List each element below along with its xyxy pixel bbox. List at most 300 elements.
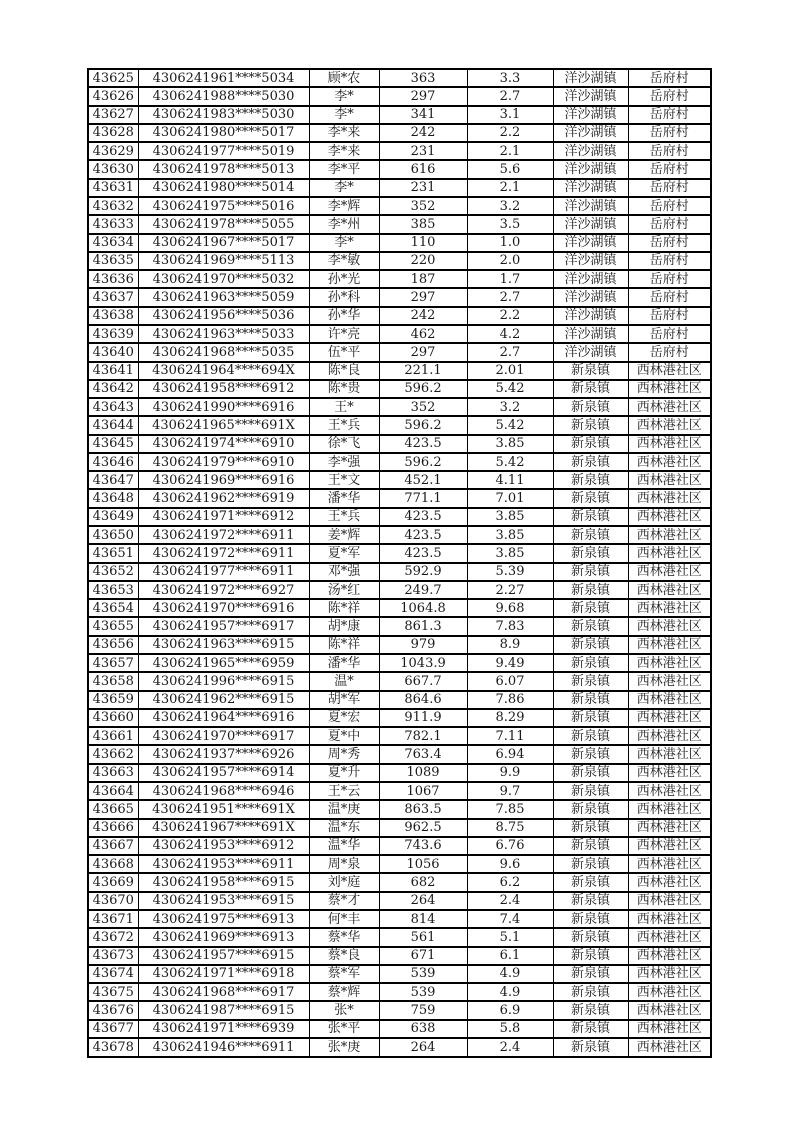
cell-serial-number: 43676 bbox=[88, 1001, 138, 1019]
cell-serial-number: 43652 bbox=[88, 563, 138, 581]
table-row bbox=[88, 782, 711, 800]
cell-masked-id-number: 4306241961****5034 bbox=[138, 69, 309, 87]
cell-serial-number: 43648 bbox=[88, 489, 138, 507]
cell-secondary-value: 6.76 bbox=[467, 837, 553, 855]
cell-town: 新泉镇 bbox=[553, 672, 628, 690]
cell-village: 西林港社区 bbox=[628, 672, 711, 690]
cell-village: 西林港社区 bbox=[628, 636, 711, 654]
cell-amount: 352 bbox=[379, 197, 467, 215]
cell-secondary-value: 3.2 bbox=[467, 398, 553, 416]
cell-amount: 231 bbox=[379, 179, 467, 197]
cell-amount: 110 bbox=[379, 234, 467, 252]
cell-masked-name: 李*州 bbox=[309, 215, 379, 233]
cell-masked-id-number: 4306241967****5017 bbox=[138, 234, 309, 252]
cell-serial-number: 43639 bbox=[88, 325, 138, 343]
table-row bbox=[88, 617, 711, 635]
cell-masked-id-number: 4306241964****694X bbox=[138, 362, 309, 380]
cell-masked-name: 李*来 bbox=[309, 124, 379, 142]
cell-town: 洋沙湖镇 bbox=[553, 325, 628, 343]
cell-town: 新泉镇 bbox=[553, 544, 628, 562]
cell-village: 西林港社区 bbox=[628, 489, 711, 507]
cell-masked-name: 伍*平 bbox=[309, 343, 379, 361]
cell-town: 新泉镇 bbox=[553, 983, 628, 1001]
cell-village: 岳府村 bbox=[628, 215, 711, 233]
cell-secondary-value: 3.85 bbox=[467, 526, 553, 544]
table-row bbox=[88, 1001, 711, 1019]
cell-serial-number: 43673 bbox=[88, 947, 138, 965]
cell-masked-id-number: 4306241979****6910 bbox=[138, 453, 309, 471]
cell-village: 西林港社区 bbox=[628, 599, 711, 617]
cell-secondary-value: 6.1 bbox=[467, 947, 553, 965]
cell-masked-id-number: 4306241980****5017 bbox=[138, 124, 309, 142]
cell-masked-id-number: 4306241975****5016 bbox=[138, 197, 309, 215]
cell-town: 洋沙湖镇 bbox=[553, 307, 628, 325]
cell-serial-number: 43670 bbox=[88, 892, 138, 910]
cell-masked-id-number: 4306241953****6915 bbox=[138, 892, 309, 910]
table-row bbox=[88, 855, 711, 873]
cell-serial-number: 43663 bbox=[88, 764, 138, 782]
cell-masked-name: 何*丰 bbox=[309, 910, 379, 928]
cell-serial-number: 43664 bbox=[88, 782, 138, 800]
cell-secondary-value: 3.5 bbox=[467, 215, 553, 233]
cell-amount: 861.3 bbox=[379, 617, 467, 635]
cell-amount: 616 bbox=[379, 160, 467, 178]
cell-secondary-value: 3.85 bbox=[467, 508, 553, 526]
cell-amount: 1043.9 bbox=[379, 654, 467, 672]
cell-masked-id-number: 4306241977****5019 bbox=[138, 142, 309, 160]
cell-serial-number: 43654 bbox=[88, 599, 138, 617]
table-row bbox=[88, 764, 711, 782]
cell-amount: 352 bbox=[379, 398, 467, 416]
cell-serial-number: 43629 bbox=[88, 142, 138, 160]
cell-masked-name: 李*敏 bbox=[309, 252, 379, 270]
table-row bbox=[88, 380, 711, 398]
cell-serial-number: 43674 bbox=[88, 965, 138, 983]
cell-town: 新泉镇 bbox=[553, 1020, 628, 1038]
table-row bbox=[88, 672, 711, 690]
cell-masked-name: 汤*红 bbox=[309, 581, 379, 599]
cell-serial-number: 43678 bbox=[88, 1038, 138, 1057]
cell-masked-name: 潘*华 bbox=[309, 654, 379, 672]
table-row bbox=[88, 745, 711, 763]
cell-serial-number: 43677 bbox=[88, 1020, 138, 1038]
cell-masked-id-number: 4306241968****6946 bbox=[138, 782, 309, 800]
cell-serial-number: 43626 bbox=[88, 87, 138, 105]
cell-village: 西林港社区 bbox=[628, 563, 711, 581]
cell-serial-number: 43659 bbox=[88, 691, 138, 709]
table-row bbox=[88, 709, 711, 727]
cell-village: 西林港社区 bbox=[628, 380, 711, 398]
cell-village: 岳府村 bbox=[628, 179, 711, 197]
cell-serial-number: 43665 bbox=[88, 800, 138, 818]
cell-town: 洋沙湖镇 bbox=[553, 124, 628, 142]
cell-town: 新泉镇 bbox=[553, 800, 628, 818]
cell-amount: 221.1 bbox=[379, 362, 467, 380]
cell-masked-name: 王* bbox=[309, 398, 379, 416]
cell-town: 新泉镇 bbox=[553, 1001, 628, 1019]
cell-secondary-value: 7.11 bbox=[467, 727, 553, 745]
table-row bbox=[88, 416, 711, 434]
cell-serial-number: 43658 bbox=[88, 672, 138, 690]
cell-secondary-value: 5.8 bbox=[467, 1020, 553, 1038]
cell-masked-name: 王*兵 bbox=[309, 508, 379, 526]
table-row bbox=[88, 435, 711, 453]
table-row bbox=[88, 599, 711, 617]
cell-secondary-value: 7.01 bbox=[467, 489, 553, 507]
cell-amount: 638 bbox=[379, 1020, 467, 1038]
cell-town: 新泉镇 bbox=[553, 745, 628, 763]
cell-serial-number: 43633 bbox=[88, 215, 138, 233]
cell-amount: 682 bbox=[379, 873, 467, 891]
cell-village: 岳府村 bbox=[628, 69, 711, 87]
cell-secondary-value: 9.68 bbox=[467, 599, 553, 617]
cell-secondary-value: 5.42 bbox=[467, 453, 553, 471]
table-row bbox=[88, 106, 711, 124]
cell-serial-number: 43636 bbox=[88, 270, 138, 288]
cell-village: 岳府村 bbox=[628, 160, 711, 178]
cell-village: 西林港社区 bbox=[628, 782, 711, 800]
cell-masked-name: 王*云 bbox=[309, 782, 379, 800]
table-row bbox=[88, 471, 711, 489]
cell-town: 新泉镇 bbox=[553, 380, 628, 398]
table-row bbox=[88, 563, 711, 581]
cell-serial-number: 43662 bbox=[88, 745, 138, 763]
cell-town: 新泉镇 bbox=[553, 837, 628, 855]
cell-secondary-value: 9.9 bbox=[467, 764, 553, 782]
cell-town: 洋沙湖镇 bbox=[553, 179, 628, 197]
cell-serial-number: 43647 bbox=[88, 471, 138, 489]
cell-masked-name: 张* bbox=[309, 1001, 379, 1019]
table-row bbox=[88, 325, 711, 343]
table-row bbox=[88, 800, 711, 818]
cell-village: 岳府村 bbox=[628, 307, 711, 325]
cell-serial-number: 43643 bbox=[88, 398, 138, 416]
cell-town: 新泉镇 bbox=[553, 489, 628, 507]
cell-serial-number: 43635 bbox=[88, 252, 138, 270]
cell-serial-number: 43638 bbox=[88, 307, 138, 325]
table-row bbox=[88, 727, 711, 745]
cell-secondary-value: 4.9 bbox=[467, 983, 553, 1001]
cell-town: 新泉镇 bbox=[553, 910, 628, 928]
cell-masked-name: 蔡*才 bbox=[309, 892, 379, 910]
cell-masked-name: 刘*庭 bbox=[309, 873, 379, 891]
cell-amount: 763.4 bbox=[379, 745, 467, 763]
cell-town: 洋沙湖镇 bbox=[553, 160, 628, 178]
cell-secondary-value: 2.1 bbox=[467, 142, 553, 160]
cell-village: 西林港社区 bbox=[628, 581, 711, 599]
cell-secondary-value: 4.2 bbox=[467, 325, 553, 343]
cell-amount: 297 bbox=[379, 343, 467, 361]
cell-masked-id-number: 4306241970****5032 bbox=[138, 270, 309, 288]
cell-masked-id-number: 4306241975****6913 bbox=[138, 910, 309, 928]
cell-village: 岳府村 bbox=[628, 106, 711, 124]
cell-village: 西林港社区 bbox=[628, 453, 711, 471]
cell-town: 新泉镇 bbox=[553, 819, 628, 837]
cell-masked-name: 陈*贵 bbox=[309, 380, 379, 398]
cell-village: 西林港社区 bbox=[628, 764, 711, 782]
cell-secondary-value: 7.4 bbox=[467, 910, 553, 928]
cell-secondary-value: 4.11 bbox=[467, 471, 553, 489]
cell-masked-id-number: 4306241972****6927 bbox=[138, 581, 309, 599]
cell-village: 西林港社区 bbox=[628, 617, 711, 635]
cell-amount: 341 bbox=[379, 106, 467, 124]
cell-masked-name: 许*亮 bbox=[309, 325, 379, 343]
cell-serial-number: 43653 bbox=[88, 581, 138, 599]
cell-serial-number: 43660 bbox=[88, 709, 138, 727]
cell-town: 新泉镇 bbox=[553, 362, 628, 380]
cell-amount: 911.9 bbox=[379, 709, 467, 727]
cell-amount: 297 bbox=[379, 87, 467, 105]
table-row bbox=[88, 234, 711, 252]
cell-amount: 249.7 bbox=[379, 581, 467, 599]
cell-village: 西林港社区 bbox=[628, 855, 711, 873]
cell-serial-number: 43650 bbox=[88, 526, 138, 544]
cell-masked-id-number: 4306241972****6911 bbox=[138, 544, 309, 562]
cell-masked-name: 蔡*华 bbox=[309, 928, 379, 946]
cell-village: 岳府村 bbox=[628, 252, 711, 270]
table-row bbox=[88, 508, 711, 526]
cell-masked-id-number: 4306241996****6915 bbox=[138, 672, 309, 690]
cell-village: 岳府村 bbox=[628, 87, 711, 105]
cell-town: 新泉镇 bbox=[553, 727, 628, 745]
cell-serial-number: 43640 bbox=[88, 343, 138, 361]
table-row bbox=[88, 983, 711, 1001]
cell-masked-name: 李*平 bbox=[309, 160, 379, 178]
cell-town: 新泉镇 bbox=[553, 471, 628, 489]
cell-masked-name: 温* bbox=[309, 672, 379, 690]
records-table-body bbox=[88, 69, 711, 1057]
cell-masked-name: 温*华 bbox=[309, 837, 379, 855]
cell-village: 西林港社区 bbox=[628, 508, 711, 526]
cell-village: 西林港社区 bbox=[628, 654, 711, 672]
cell-secondary-value: 2.27 bbox=[467, 581, 553, 599]
cell-masked-id-number: 4306241953****6911 bbox=[138, 855, 309, 873]
cell-amount: 782.1 bbox=[379, 727, 467, 745]
cell-masked-id-number: 4306241958****6912 bbox=[138, 380, 309, 398]
cell-secondary-value: 6.2 bbox=[467, 873, 553, 891]
cell-secondary-value: 4.9 bbox=[467, 965, 553, 983]
cell-town: 新泉镇 bbox=[553, 398, 628, 416]
cell-serial-number: 43637 bbox=[88, 288, 138, 306]
cell-secondary-value: 2.7 bbox=[467, 87, 553, 105]
cell-amount: 561 bbox=[379, 928, 467, 946]
cell-town: 洋沙湖镇 bbox=[553, 343, 628, 361]
cell-village: 西林港社区 bbox=[628, 837, 711, 855]
cell-amount: 462 bbox=[379, 325, 467, 343]
cell-town: 洋沙湖镇 bbox=[553, 69, 628, 87]
cell-town: 洋沙湖镇 bbox=[553, 288, 628, 306]
cell-secondary-value: 2.2 bbox=[467, 307, 553, 325]
cell-masked-name: 温*庚 bbox=[309, 800, 379, 818]
cell-serial-number: 43657 bbox=[88, 654, 138, 672]
cell-masked-id-number: 4306241957****6915 bbox=[138, 947, 309, 965]
table-row bbox=[88, 910, 711, 928]
cell-serial-number: 43628 bbox=[88, 124, 138, 142]
cell-village: 西林港社区 bbox=[628, 800, 711, 818]
cell-amount: 864.6 bbox=[379, 691, 467, 709]
cell-masked-name: 徐*飞 bbox=[309, 435, 379, 453]
table-row bbox=[88, 489, 711, 507]
table-row bbox=[88, 87, 711, 105]
table-row bbox=[88, 252, 711, 270]
cell-masked-id-number: 4306241965****6959 bbox=[138, 654, 309, 672]
cell-masked-id-number: 4306241957****6917 bbox=[138, 617, 309, 635]
cell-town: 新泉镇 bbox=[553, 508, 628, 526]
cell-serial-number: 43651 bbox=[88, 544, 138, 562]
cell-masked-id-number: 4306241971****6918 bbox=[138, 965, 309, 983]
cell-village: 岳府村 bbox=[628, 343, 711, 361]
cell-amount: 423.5 bbox=[379, 544, 467, 562]
cell-masked-name: 李*强 bbox=[309, 453, 379, 471]
cell-amount: 1067 bbox=[379, 782, 467, 800]
cell-village: 西林港社区 bbox=[628, 691, 711, 709]
cell-amount: 596.2 bbox=[379, 380, 467, 398]
cell-serial-number: 43667 bbox=[88, 837, 138, 855]
cell-serial-number: 43634 bbox=[88, 234, 138, 252]
cell-amount: 385 bbox=[379, 215, 467, 233]
table-row bbox=[88, 1038, 711, 1057]
cell-masked-id-number: 4306241963****6915 bbox=[138, 636, 309, 654]
cell-amount: 452.1 bbox=[379, 471, 467, 489]
cell-village: 西林港社区 bbox=[628, 892, 711, 910]
cell-village: 西林港社区 bbox=[628, 1001, 711, 1019]
cell-masked-id-number: 4306241965****691X bbox=[138, 416, 309, 434]
cell-masked-name: 温*东 bbox=[309, 819, 379, 837]
cell-masked-id-number: 4306241968****5035 bbox=[138, 343, 309, 361]
cell-masked-name: 陈*祥 bbox=[309, 599, 379, 617]
cell-town: 新泉镇 bbox=[553, 453, 628, 471]
cell-amount: 814 bbox=[379, 910, 467, 928]
cell-masked-name: 夏*中 bbox=[309, 727, 379, 745]
cell-secondary-value: 2.2 bbox=[467, 124, 553, 142]
cell-town: 洋沙湖镇 bbox=[553, 197, 628, 215]
cell-town: 新泉镇 bbox=[553, 617, 628, 635]
cell-secondary-value: 3.2 bbox=[467, 197, 553, 215]
cell-secondary-value: 3.3 bbox=[467, 69, 553, 87]
cell-town: 洋沙湖镇 bbox=[553, 234, 628, 252]
cell-masked-id-number: 4306241969****5113 bbox=[138, 252, 309, 270]
cell-masked-id-number: 4306241970****6916 bbox=[138, 599, 309, 617]
cell-amount: 771.1 bbox=[379, 489, 467, 507]
cell-secondary-value: 9.6 bbox=[467, 855, 553, 873]
cell-town: 洋沙湖镇 bbox=[553, 142, 628, 160]
cell-amount: 596.2 bbox=[379, 453, 467, 471]
table-row bbox=[88, 526, 711, 544]
cell-masked-id-number: 4306241953****6912 bbox=[138, 837, 309, 855]
cell-town: 洋沙湖镇 bbox=[553, 252, 628, 270]
table-row bbox=[88, 1020, 711, 1038]
table-row bbox=[88, 544, 711, 562]
cell-amount: 592.9 bbox=[379, 563, 467, 581]
cell-serial-number: 43630 bbox=[88, 160, 138, 178]
cell-amount: 297 bbox=[379, 288, 467, 306]
cell-secondary-value: 5.39 bbox=[467, 563, 553, 581]
cell-amount: 539 bbox=[379, 965, 467, 983]
table-row bbox=[88, 837, 711, 855]
cell-masked-name: 顾*农 bbox=[309, 69, 379, 87]
cell-amount: 1056 bbox=[379, 855, 467, 873]
cell-town: 新泉镇 bbox=[553, 654, 628, 672]
cell-serial-number: 43656 bbox=[88, 636, 138, 654]
cell-masked-id-number: 4306241962****6919 bbox=[138, 489, 309, 507]
cell-amount: 242 bbox=[379, 124, 467, 142]
cell-masked-name: 陈*祥 bbox=[309, 636, 379, 654]
cell-secondary-value: 5.1 bbox=[467, 928, 553, 946]
cell-town: 新泉镇 bbox=[553, 1038, 628, 1057]
cell-town: 新泉镇 bbox=[553, 581, 628, 599]
cell-village: 西林港社区 bbox=[628, 1038, 711, 1057]
cell-secondary-value: 3.85 bbox=[467, 435, 553, 453]
cell-masked-id-number: 4306241978****5055 bbox=[138, 215, 309, 233]
cell-amount: 264 bbox=[379, 892, 467, 910]
cell-village: 西林港社区 bbox=[628, 398, 711, 416]
cell-serial-number: 43646 bbox=[88, 453, 138, 471]
cell-masked-name: 邓*强 bbox=[309, 563, 379, 581]
cell-masked-id-number: 4306241980****5014 bbox=[138, 179, 309, 197]
cell-masked-id-number: 4306241964****6916 bbox=[138, 709, 309, 727]
table-row bbox=[88, 398, 711, 416]
cell-amount: 596.2 bbox=[379, 416, 467, 434]
cell-secondary-value: 7.83 bbox=[467, 617, 553, 635]
cell-masked-name: 周*秀 bbox=[309, 745, 379, 763]
table-row bbox=[88, 124, 711, 142]
cell-serial-number: 43672 bbox=[88, 928, 138, 946]
cell-amount: 863.5 bbox=[379, 800, 467, 818]
cell-amount: 423.5 bbox=[379, 508, 467, 526]
cell-village: 西林港社区 bbox=[628, 947, 711, 965]
cell-serial-number: 43631 bbox=[88, 179, 138, 197]
cell-masked-id-number: 4306241957****6914 bbox=[138, 764, 309, 782]
cell-amount: 539 bbox=[379, 983, 467, 1001]
cell-masked-name: 夏*宏 bbox=[309, 709, 379, 727]
cell-amount: 264 bbox=[379, 1038, 467, 1057]
cell-masked-name: 蔡*军 bbox=[309, 965, 379, 983]
table-row bbox=[88, 691, 711, 709]
cell-masked-name: 张*平 bbox=[309, 1020, 379, 1038]
cell-masked-name: 李*辉 bbox=[309, 197, 379, 215]
cell-masked-name: 孙*光 bbox=[309, 270, 379, 288]
cell-masked-name: 姜*辉 bbox=[309, 526, 379, 544]
table-row bbox=[88, 581, 711, 599]
cell-village: 西林港社区 bbox=[628, 745, 711, 763]
cell-secondary-value: 2.4 bbox=[467, 892, 553, 910]
cell-secondary-value: 2.01 bbox=[467, 362, 553, 380]
cell-serial-number: 43669 bbox=[88, 873, 138, 891]
cell-masked-name: 李*来 bbox=[309, 142, 379, 160]
cell-serial-number: 43671 bbox=[88, 910, 138, 928]
cell-town: 新泉镇 bbox=[553, 599, 628, 617]
cell-village: 岳府村 bbox=[628, 288, 711, 306]
cell-serial-number: 43645 bbox=[88, 435, 138, 453]
cell-masked-name: 夏*升 bbox=[309, 764, 379, 782]
cell-town: 洋沙湖镇 bbox=[553, 106, 628, 124]
cell-masked-id-number: 4306241971****6912 bbox=[138, 508, 309, 526]
cell-town: 新泉镇 bbox=[553, 892, 628, 910]
cell-masked-id-number: 4306241977****6911 bbox=[138, 563, 309, 581]
cell-secondary-value: 7.86 bbox=[467, 691, 553, 709]
table-row bbox=[88, 654, 711, 672]
cell-village: 西林港社区 bbox=[628, 416, 711, 434]
cell-secondary-value: 3.85 bbox=[467, 544, 553, 562]
cell-masked-name: 张*庚 bbox=[309, 1038, 379, 1057]
cell-amount: 743.6 bbox=[379, 837, 467, 855]
cell-amount: 671 bbox=[379, 947, 467, 965]
cell-village: 西林港社区 bbox=[628, 362, 711, 380]
cell-secondary-value: 2.7 bbox=[467, 343, 553, 361]
cell-serial-number: 43655 bbox=[88, 617, 138, 635]
cell-amount: 759 bbox=[379, 1001, 467, 1019]
cell-village: 西林港社区 bbox=[628, 727, 711, 745]
